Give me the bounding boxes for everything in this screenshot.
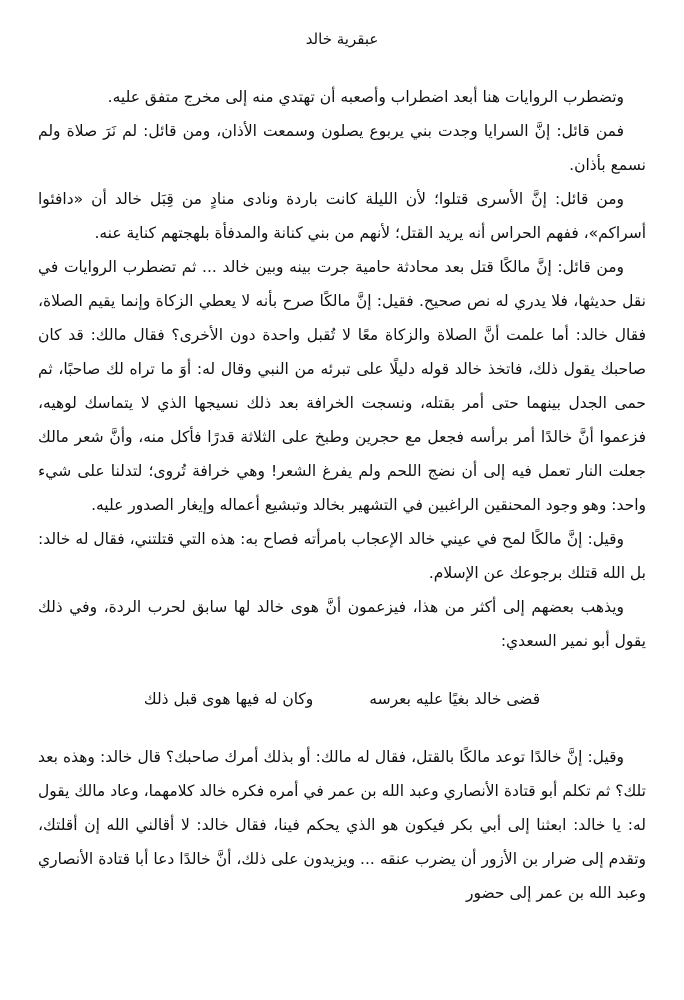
- paragraph: وقيل: إنَّ خالدًا توعد مالكًا بالقتل، فقال له مالك: أو بذلك أمرك صاحبك؟ قال خالد: وهذه بعد تلك؟ ثم تكلم أبو قتادة الأنصاري وعبد الله بن عمر في أمره فكره خالد كلامهما، وعاد مالك يقول له: يا خالد: ابعثنا إلى أبي بكر فيكون هو الذي يحكم فينا، فقال خالد: لا أقالني الله إن أقلتك، وتقدم إلى ضرار بن الأزور أن يضرب عنقه ... ويزيدون على ذلك، أنَّ خالدًا دعا أبا قتادة الأنصاري وعبد الله بن عمر إلى حضور: [38, 748, 646, 902]
- paragraph: فمن قائل: إنَّ السرايا وجدت بني يربوع يصلون وسمعت الأذان، ومن قائل: لم نَرَ صلاة ولم نسمع بأذان.: [38, 122, 646, 174]
- paragraph: ويذهب بعضهم إلى أكثر من هذا، فيزعمون أنَّ هوى خالد لها سابق لحرب الردة، وفي ذلك يقول أبو نمير السعدي:: [38, 598, 646, 650]
- paragraph: ومن قائل: إنَّ مالكًا قتل بعد محادثة حامية جرت بينه وبين خالد ... ثم تضطرب الروايات في نقل حديثها، فلا يدري له نص صحيح. فقيل: إنَّ مالكًا صرح بأنه لا يعطي الزكاة وإنما يقيم الصلاة، فقال خالد: أما علمت أنَّ الصلاة والزكاة معًا لا تُقبل واحدة دون الأخرى؟ فقال مالك: قد كان صاحبك يقول ذلك، فاتخذ خالد قوله دليلًا على تبرئه من النبي وقال له: أوَ ما تراه لك صاحبًا، ثم حمى الجدل بينهما حتى أمر بقتله، ونسجت الخرافة بعد ذلك نسيجها الذي لا يتماسك لوهيه، فزعموا أنَّ خالدًا أمر برأسه فجعل مع حجرين وطبخ على الثلاثة قدرًا فأكل منه، وأنَّ شعر مالك جعلت النار تعمل فيه إلى أن نضج اللحم ولم يفرغ الشعر! وهي خرافة تُروى؛ لتدلنا على شيء واحد: وهو وجود المحنقين الراغبين في التشهير بخالد وتبشيع أعماله وإيغار الصدور عليه.: [38, 258, 646, 514]
- paragraph: وقيل: إنَّ مالكًا لمح في عيني خالد الإعجاب بامرأته فصاح به: هذه التي قتلتني، فقال له خالد: بل الله قتلك برجوعك عن الإسلام.: [38, 530, 646, 582]
- verse-first-hemistich: قضى خالد بغيًا عليه بعرسه: [369, 690, 541, 708]
- paragraph: وتضطرب الروايات هنا أبعد اضطراب وأصعبه أن تهتدي منه إلى مخرج متفق عليه.: [107, 88, 624, 106]
- verse-second-hemistich: وكان له فيها هوى قبل ذلك: [143, 690, 314, 708]
- poem-verse: [38, 682, 646, 716]
- page-body: [38, 80, 646, 910]
- page-running-title: عبقرية خالد: [305, 30, 379, 48]
- paragraph: ومن قائل: إنَّ الأسرى قتلوا؛ لأن الليلة كانت باردة ونادى منادٍ من قِبَل خالد أن «دافئوا أسراكم»، ففهم الحراس أنه يريد القتل؛ لأنهم من بني كنانة والمدفأة بلهجتهم كناية عنه.: [38, 190, 646, 242]
